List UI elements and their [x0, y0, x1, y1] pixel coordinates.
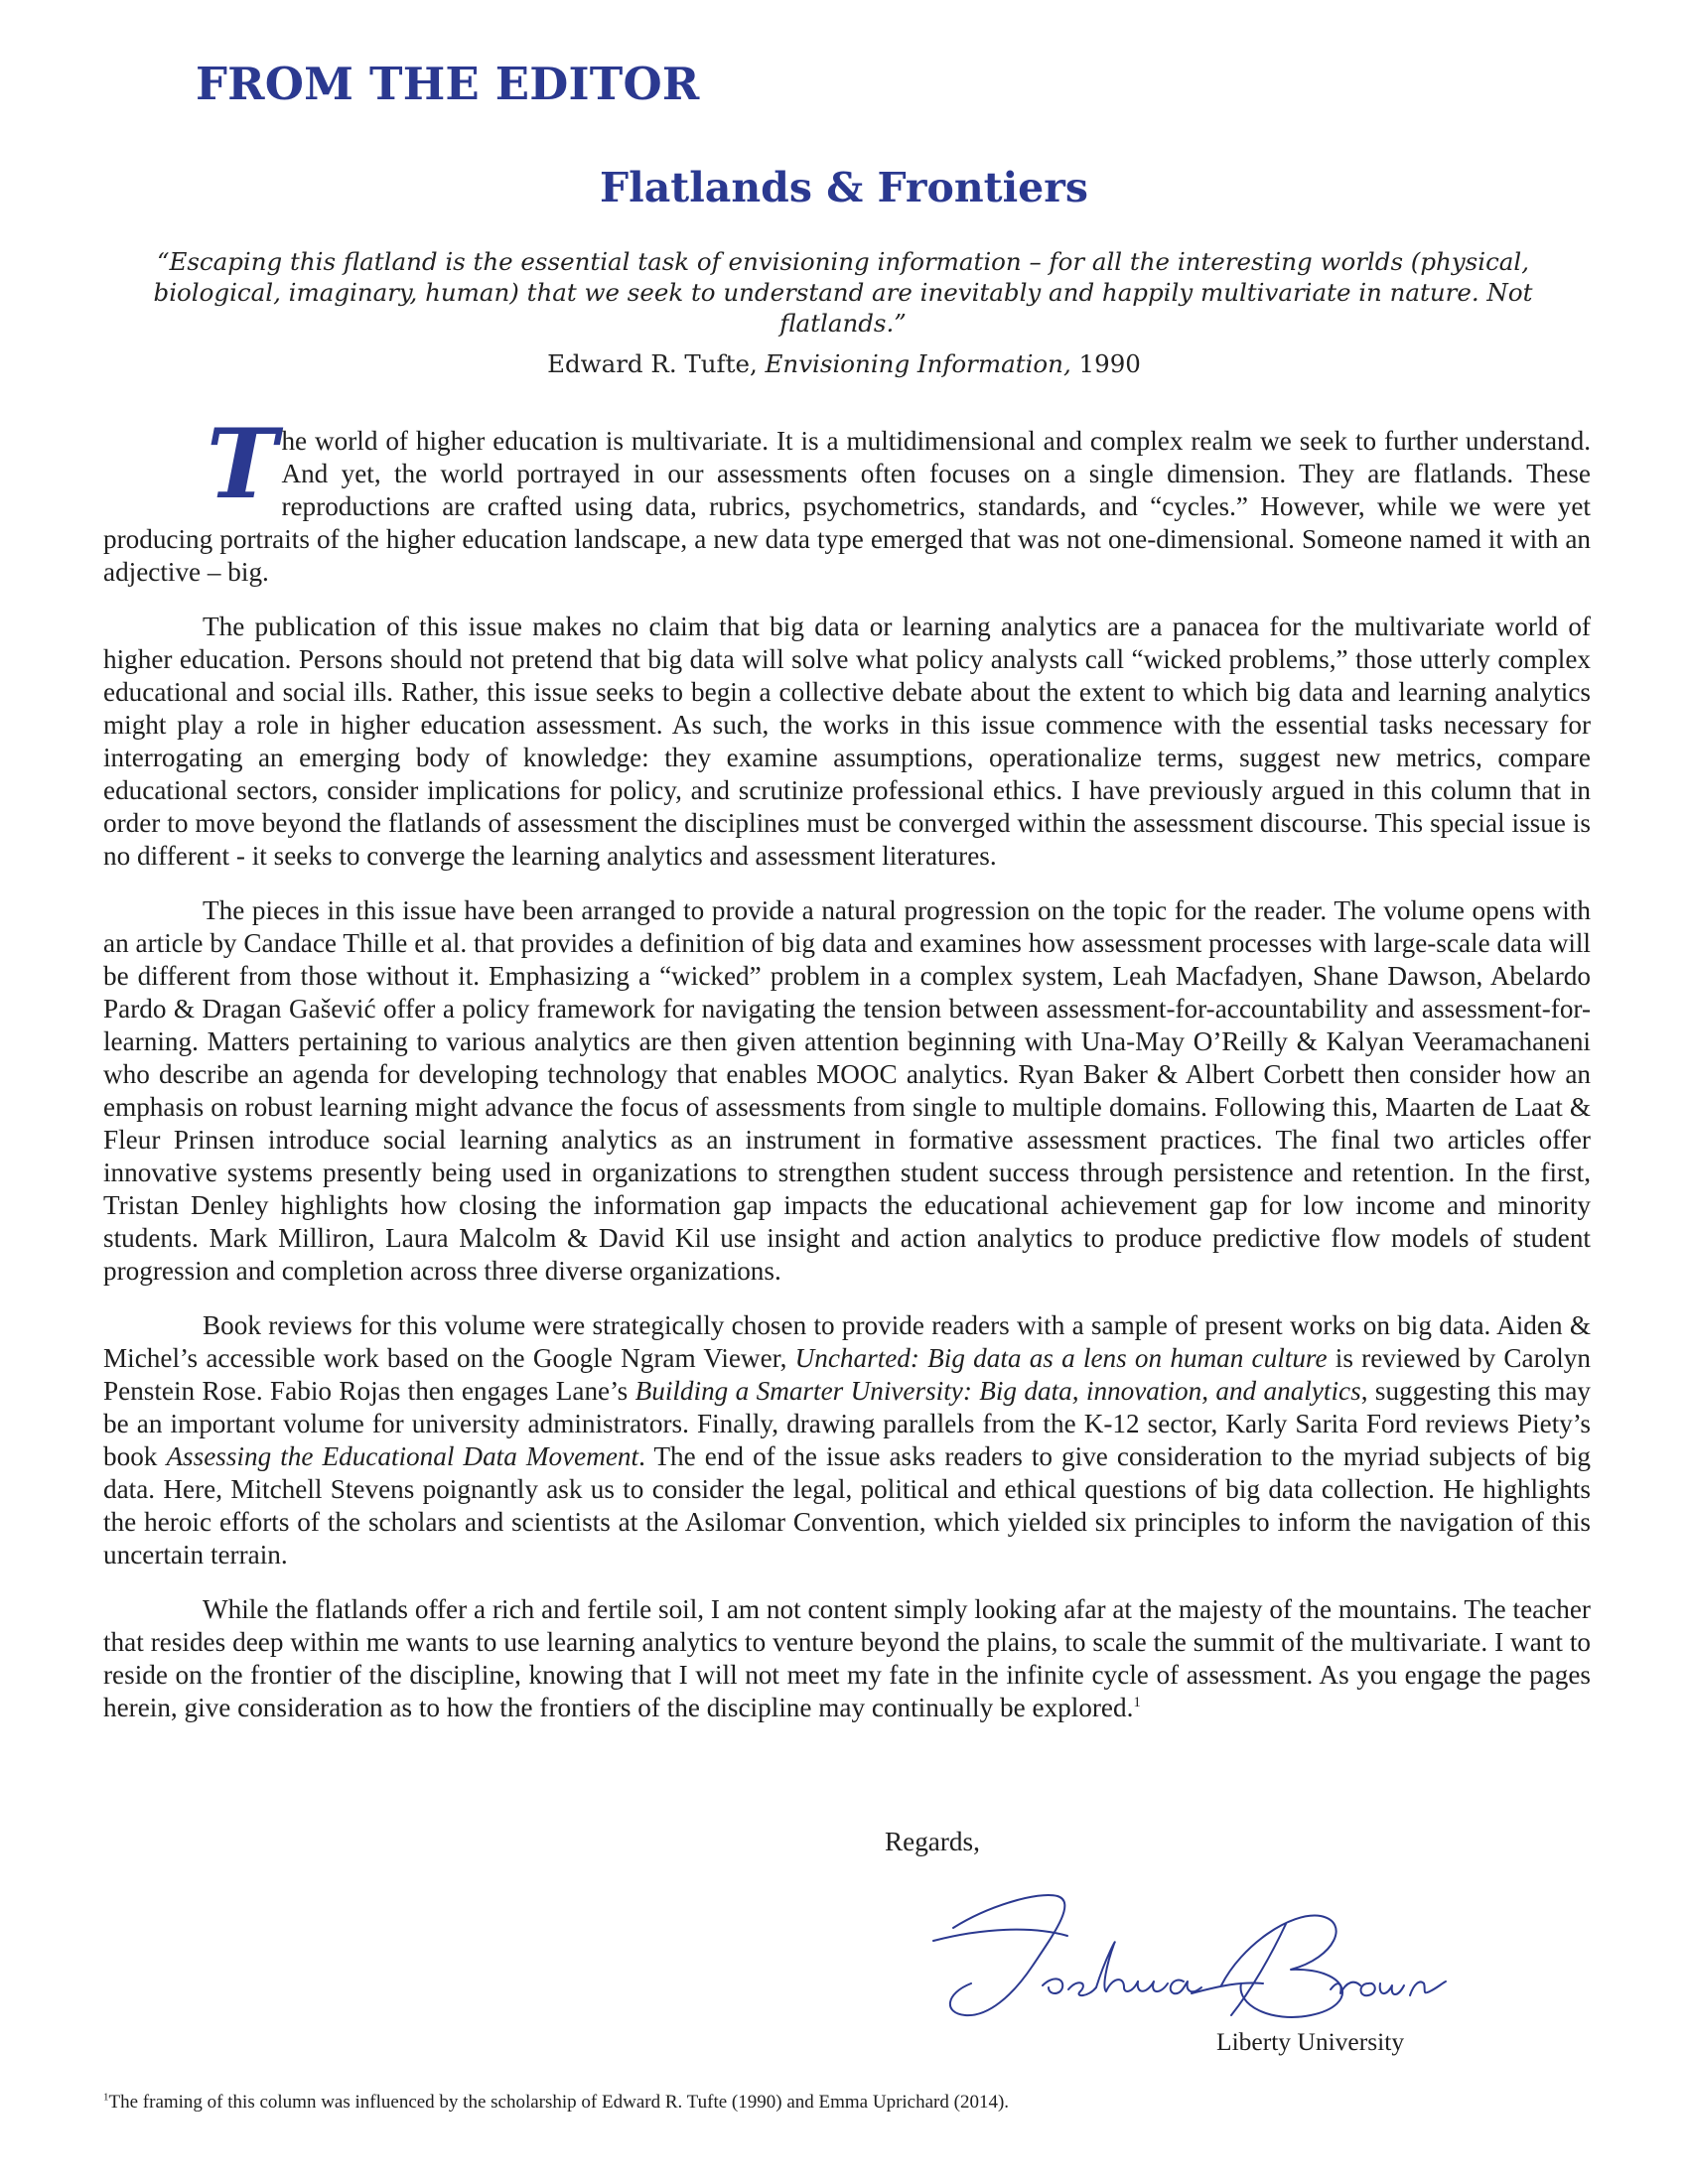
epigraph-work: Envisioning Information,	[765, 349, 1071, 378]
epigraph-author: Edward R. Tufte,	[547, 349, 758, 378]
paragraph-4-text-e: , suggesting this may be an important volume for university administrators. Finally, drawing parallels from the K-12 sector, Karly Sarita Ford reviews Piety’s book	[103, 1376, 1591, 1471]
section-heading: FROM THE EDITOR	[196, 58, 700, 110]
article-title: Flatlands & Frontiers	[600, 164, 1088, 211]
article-body	[103, 408, 1592, 1746]
book-title-smarter-university: Building a Smarter University: Big data, innovation, and analytics	[634, 1376, 1361, 1406]
paragraph-4-text-c: is reviewed by Carolyn Penstein Rose. Fabio Rojas then engages Lane’s	[103, 1343, 1591, 1406]
paragraph-4-text-a: Book reviews for this volume were strategically chosen to provide readers with a sample of present works on big data. Aiden & Michel’s accessible work based on the Google Ngram Viewer,	[103, 1310, 1591, 1373]
epigraph-year: 1990	[1078, 349, 1141, 378]
closing-salutation: Regards,	[885, 1827, 980, 1856]
paragraph-1	[103, 408, 1591, 589]
book-title-uncharted: Uncharted: Big data as a lens on human culture	[794, 1343, 1328, 1373]
affiliation: Liberty University	[1216, 2027, 1405, 2056]
footnote-text: The framing of this column was influenced by the scholarship of Edward R. Tufte (1990) and Emma Uprichard (2014).	[108, 2092, 1010, 2113]
paragraph-3: The pieces in this issue have been arranged to provide a natural progression on the topic for the reader. The volume opens with an article by Candace Thille et al. that provides a definition of big data and examines how assessment processes with large-scale data will be different from those without it. Emphasizing a “wicked” problem in a complex system, Leah Macfadyen, Shane Dawson, Abelardo Pardo & Dragan Gašević offer a policy framework for navigating the tension between assessment-for-accountability and assessment-for-learning. Matters pertaining to various analytics are then given attention beginning with Una-May O’Reilly & Kalyan Veeramachaneni who describe an agenda for developing technology that enables MOOC analytics. Ryan Baker & Albert Corbett then consider how an emphasis on robust learning might advance the focus of assessments from single to multiple domains. Following this, Maarten de Laat & Fleur Prinsen introduce social learning analytics as an instrument in formative assessment practices. The final two articles offer innovative systems presently being used in organizations to strengthen student success through persistence and retention. In the first, Tristan Denley highlights how closing the information gap impacts the educational achievement gap for low income and minority students. Mark Milliron, Laura Malcolm & David Kil use insight and action analytics to produce predictive flow models of student progression and completion across three diverse organizations.	[103, 895, 1591, 1286]
footnote-marker: 1	[103, 2091, 109, 2104]
paragraph-5	[103, 1593, 1591, 1724]
paragraph-1-text: he world of higher education is multivariate. It is a multidimensional and complex realm we seek to further understand. And yet, the world portrayed in our assessments often focuses on a single dimension. They are flatlands. These reproductions are crafted using data, rubrics, psychometrics, standards, and “cycles.” However, while we were yet producing portraits of the higher education landscape, a new data type emerged that was not one-dimensional. Someone named it with an adjective – big.	[103, 426, 1591, 587]
paragraph-2: The publication of this issue makes no claim that big data or learning analytics are a panacea for the multivariate world of higher education. Persons should not pretend that big data will solve what policy analysts call “wicked problems,” those utterly complex educational and social ills. Rather, this issue seeks to begin a collective debate about the extent to which big data and learning analytics might play a role in higher education assessment. As such, the works in this issue commence with the essential tasks necessary for interrogating an emerging body of knowledge: they examine assumptions, operationalize terms, suggest new metrics, compare educational sectors, consider implications for policy, and scrutinize professional ethics. I have previously argued in this column that in order to move beyond the flatlands of assessment the disciplines must be converged within the assessment discourse. This special issue is no different - it seeks to converge the learning analytics and assessment literatures.	[103, 612, 1591, 871]
footnote-reference: 1	[1133, 1694, 1141, 1710]
paragraph-5-text: While the flatlands offer a rich and fertile soil, I am not content simply looking afar at the majesty of the mountains. The teacher that resides deep within me wants to use learning analytics to venture beyond the plains, to scale the summit of the multivariate. I want to reside on the frontier of the discipline, knowing that I will not meet my fate in the infinite cycle of assessment. As you engage the pages herein, give consideration as to how the frontiers of the discipline may continually be explored.	[103, 1594, 1591, 1722]
footnote	[103, 2092, 1009, 2114]
paragraph-4-text-g: . The end of the issue asks readers to give consideration to the myriad subjects of big data. Here, Mitchell Stevens poignantly ask us to consider the legal, political and ethical questions of big data collection. He highlights the heroic efforts of the scholars and scientists at the Asilomar Convention, which yielded six principles to inform the navigation of this uncertain terrain.	[103, 1441, 1592, 1570]
signature-image	[894, 1866, 1450, 2035]
paragraph-4	[103, 1309, 1591, 1571]
book-title-assessing-data: Assessing the Educational Data Movement	[166, 1441, 639, 1471]
drop-cap: T	[207, 408, 278, 520]
epigraph-attribution	[0, 349, 1688, 378]
epigraph-quote: “Escaping this flatland is the essential task of envisioning information – for all the interesting worlds (physical, biological, imaginary, human) that we seek to understand are inevitably and happily multivariate in nature. Not flatlands.”	[153, 247, 1533, 338]
